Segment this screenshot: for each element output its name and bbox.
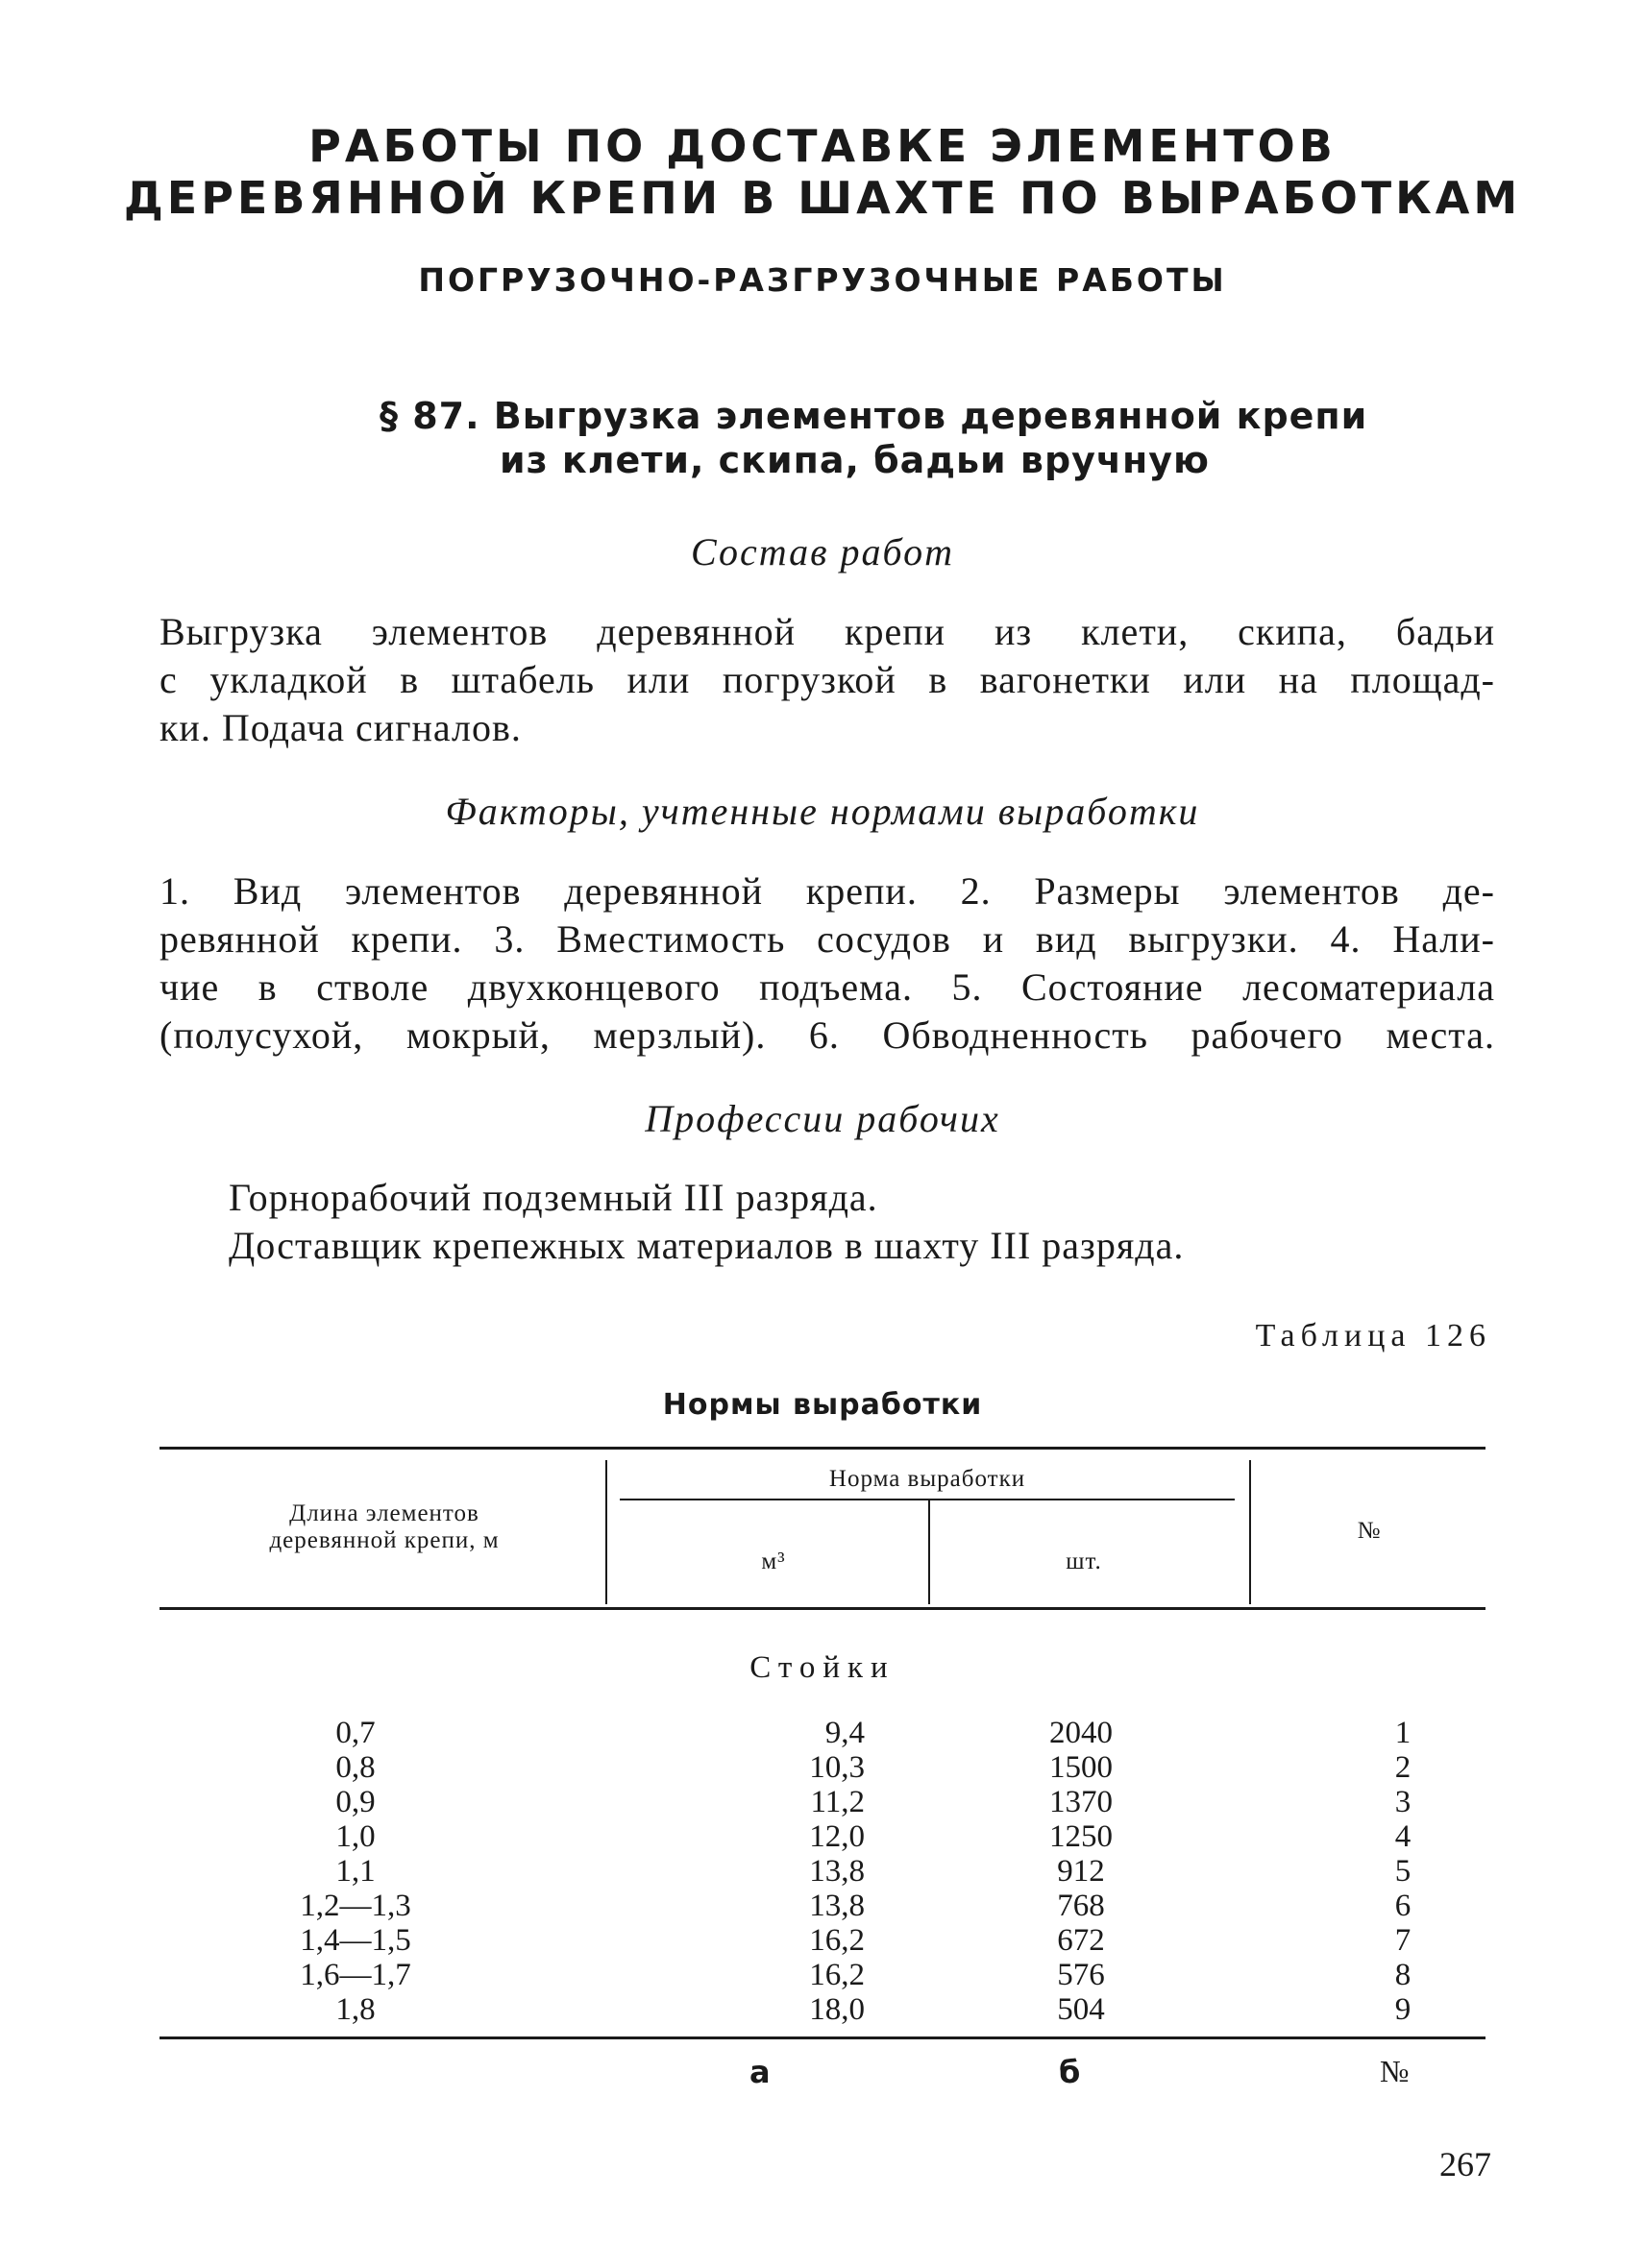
cell-length: 0,9 <box>335 1785 376 1819</box>
header-m3: м³ <box>761 1549 786 1574</box>
header-no: № <box>1357 1518 1382 1544</box>
column-divider <box>605 1460 607 1604</box>
table-row <box>0 1854 1645 1889</box>
paragraph-line: Доставщик крепежных материалов в шахту III разряда. <box>229 1224 1185 1267</box>
paragraph-line: Горнорабочий подземный III разряда. <box>229 1176 878 1219</box>
composition-paragraph <box>160 608 1495 752</box>
cell-sht: 768 <box>1057 1889 1105 1923</box>
cell-length: 1,4—1,5 <box>300 1923 411 1958</box>
group-label-stoiki: Стойки <box>749 1650 896 1685</box>
header-length-line: деревянной крепи, м <box>269 1527 500 1553</box>
cell-no: 8 <box>1394 1958 1412 1992</box>
footer-col-no: № <box>1380 2054 1410 2088</box>
table-row <box>0 1889 1645 1923</box>
cell-no: 4 <box>1394 1819 1412 1854</box>
paragraph-line: 1. Вид элементов деревянной крепи. 2. Размеры элементов де- <box>160 869 1495 913</box>
cell-sht: 912 <box>1057 1854 1105 1889</box>
norm-subheader-rule <box>620 1499 1235 1500</box>
table-row <box>0 1819 1645 1854</box>
paragraph-line: ревянной крепи. 3. Вместимость сосудов и вид выгрузки. 4. Нали- <box>160 917 1495 961</box>
section-title-line-2: из клети, скипа, бадьи вручную <box>500 439 1210 481</box>
cell-m3: 16,2 <box>809 1923 865 1958</box>
factors-paragraph <box>160 867 1495 1060</box>
professions-paragraph <box>229 1174 1478 1270</box>
cell-sht: 504 <box>1057 1992 1105 2027</box>
cell-m3: 16,2 <box>809 1958 865 1992</box>
cell-sht: 576 <box>1057 1958 1105 1992</box>
main-title-line-2: ДЕРЕВЯННОЙ КРЕПИ В ШАХТЕ ПО ВЫРАБОТКАМ <box>123 172 1522 224</box>
cell-m3: 18,0 <box>809 1992 865 2027</box>
cell-m3: 12,0 <box>809 1819 865 1854</box>
cell-no: 2 <box>1394 1750 1412 1785</box>
table-number: Таблица 126 <box>1255 1318 1491 1353</box>
cell-sht: 2040 <box>1049 1716 1113 1750</box>
paragraph-line: чие в стволе двухконцевого подъема. 5. Состояние лесоматериала <box>160 965 1495 1009</box>
cell-length: 1,1 <box>335 1854 376 1889</box>
table-row <box>0 1750 1645 1785</box>
cell-sht: 1250 <box>1049 1819 1113 1854</box>
cell-length: 0,8 <box>335 1750 376 1785</box>
cell-sht: 1500 <box>1049 1750 1113 1785</box>
cell-length: 0,7 <box>335 1716 376 1750</box>
header-norm: Норма выработки <box>828 1466 1026 1492</box>
paragraph-line: Выгрузка элементов деревянной крепи из клети, скипа, бадьи <box>160 610 1495 653</box>
cell-no: 3 <box>1394 1785 1412 1819</box>
cell-no: 6 <box>1394 1889 1412 1923</box>
table-row <box>0 1716 1645 1750</box>
cell-length: 1,0 <box>335 1819 376 1854</box>
header-length <box>173 1500 596 1554</box>
cell-length: 1,6—1,7 <box>300 1958 411 1992</box>
table-header-rule <box>160 1607 1485 1610</box>
cell-no: 5 <box>1394 1854 1412 1889</box>
table-row <box>0 1923 1645 1958</box>
paragraph-line: ки. Подача сигналов. <box>160 706 522 749</box>
header-length-line: Длина элементов <box>289 1500 479 1526</box>
cell-no: 9 <box>1394 1992 1412 2027</box>
table-top-rule <box>160 1447 1485 1450</box>
subheading: ПОГРУЗОЧНО-РАЗГРУЗОЧНЫЕ РАБОТЫ <box>418 261 1227 299</box>
cell-sht: 672 <box>1057 1923 1105 1958</box>
table-title: Нормы выработки <box>662 1388 983 1422</box>
paragraph-line: с укладкой в штабель или погрузкой в вагонетки или на площад- <box>160 658 1495 701</box>
header-sht: шт. <box>1066 1549 1102 1574</box>
cell-m3: 9,4 <box>824 1716 865 1750</box>
footer-col-a: а <box>749 2054 771 2090</box>
cell-m3: 11,2 <box>810 1785 865 1819</box>
table-row <box>0 1992 1645 2027</box>
table-row <box>0 1958 1645 1992</box>
cell-length: 1,2—1,3 <box>300 1889 411 1923</box>
factors-heading: Факторы, учтенные нормами выработки <box>445 790 1200 833</box>
cell-m3: 10,3 <box>809 1750 865 1785</box>
composition-heading: Состав работ <box>691 530 954 573</box>
main-title-line-1: РАБОТЫ ПО ДОСТАВКЕ ЭЛЕМЕНТОВ <box>308 120 1337 172</box>
cell-m3: 13,8 <box>809 1889 865 1923</box>
page-number: 267 <box>1439 2145 1491 2183</box>
table-row <box>0 1785 1645 1819</box>
cell-sht: 1370 <box>1049 1785 1113 1819</box>
professions-heading: Профессии рабочих <box>645 1097 1000 1140</box>
cell-m3: 13,8 <box>809 1854 865 1889</box>
column-divider <box>1249 1460 1251 1604</box>
paragraph-line: (полусухой, мокрый, мерзлый). 6. Обводненность рабочего места. <box>160 1013 1495 1057</box>
cell-no: 7 <box>1394 1923 1412 1958</box>
section-title-line-1: § 87. Выгрузка элементов деревянной крепи <box>380 395 1368 437</box>
cell-no: 1 <box>1394 1716 1412 1750</box>
table-bottom-rule <box>160 2036 1485 2039</box>
footer-col-b: б <box>1059 2054 1081 2090</box>
cell-length: 1,8 <box>335 1992 376 2027</box>
